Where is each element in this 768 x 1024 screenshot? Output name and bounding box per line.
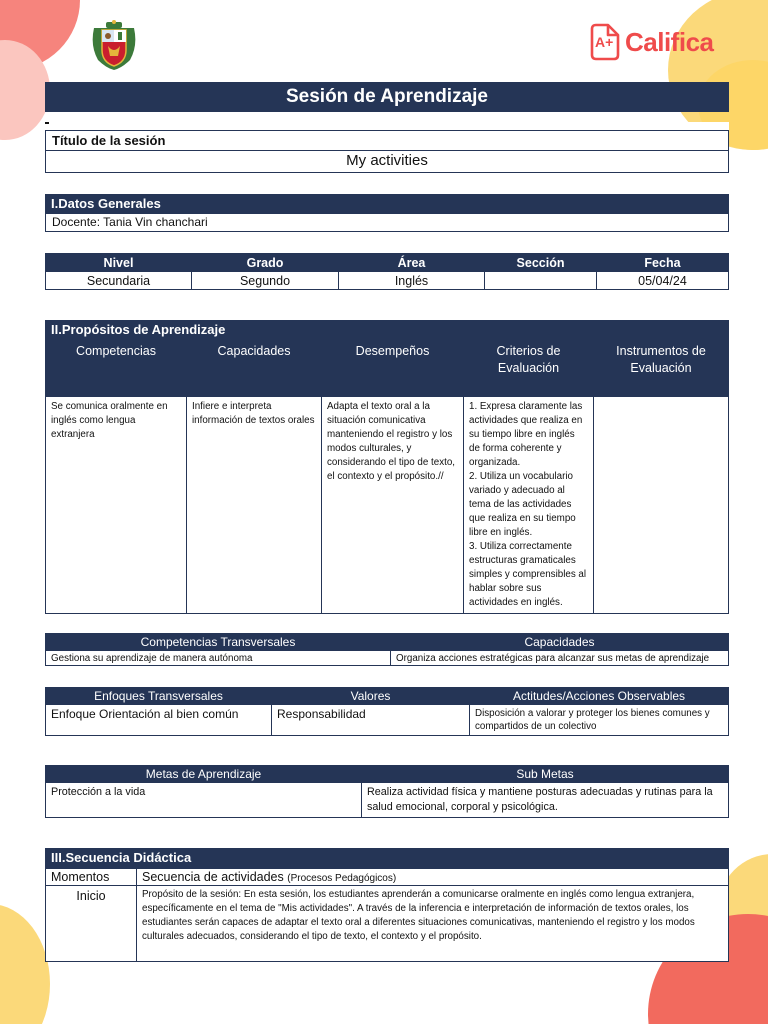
purposes-section [45, 320, 729, 614]
col-actitudes: Actitudes/Acciones Observables [470, 688, 729, 705]
col-competencias: Competencias [46, 341, 187, 397]
session-value: My activities [45, 151, 729, 173]
area-value: Inglés [339, 272, 485, 290]
valor-value: Responsabilidad [272, 705, 470, 736]
col-secuencia [137, 869, 729, 886]
purposes-heading: II.Propósitos de Aprendizaje [45, 320, 729, 340]
col-enfoques: Enfoques Transversales [46, 688, 272, 705]
general-table [45, 253, 729, 290]
moment-inicio: Inicio [46, 886, 137, 962]
general-data-section [45, 194, 729, 232]
page-title: Sesión de Aprendizaje [45, 82, 729, 112]
col-sub-metas: Sub Metas [362, 766, 729, 783]
brand-name: Califica [625, 26, 714, 57]
sequence-heading: III.Secuencia Didáctica [45, 848, 729, 868]
fecha-value: 05/04/24 [597, 272, 729, 290]
brand-icon-text: A+ [595, 34, 614, 50]
seccion-value [485, 272, 597, 290]
col-capacidades-transversales: Capacidades [391, 634, 729, 651]
desempeno-cell: Adapta el texto oral a la situación comunicativa manteniendo el registro y los modos culturales, y considerando el tipo de texto, el contexto y el propósito.// [322, 397, 464, 614]
col-seccion: Sección [485, 254, 597, 272]
instrumentos-cell [594, 397, 729, 614]
col-valores: Valores [272, 688, 470, 705]
sequence-section [45, 848, 729, 962]
competencia-cell: Se comunica oralmente en inglés como lengua extranjera [46, 397, 187, 614]
inicio-text: Propósito de la sesión: En esta sesión, los estudiantes aprenderán a comunicarse oralmente en inglés como lengua extranjera, específicamente en el tema de "Mis actividades". A través de la inferencia e interpretación de información de textos orales, los estudiantes serán capaces de adaptar el texto oral a diferentes situaciones comunicativas, manteniendo el registro y los modos culturales adecuados, considerando el tipo de texto, el contexto y el propósito. [137, 886, 729, 962]
transversal-competencia-value: Gestiona su aprendizaje de manera autónoma [46, 651, 391, 666]
meta-value: Protección a la vida [46, 783, 362, 818]
col-momentos: Momentos [46, 869, 137, 886]
col-secuencia-note: (Procesos Pedagógicos) [287, 873, 397, 884]
col-desempenos: Desempeños [322, 341, 464, 397]
session-label: Título de la sesión [45, 130, 729, 151]
criterios-cell: 1. Expresa claramente las actividades que realiza en su tiempo libre en inglés de forma coherente y organizada. 2. Utiliza un vocabulario variado y adecuado al tema de las actividades que realiza en su tiempo libre en inglés. 3. Utiliza correctamente estructuras gramaticales simples y comprensibles al hablar sobre sus actividades en inglés. [464, 397, 594, 614]
actitud-value: Disposición a valorar y proteger los bienes comunes y compartidos de un colectivo [470, 705, 729, 736]
goals-table [45, 765, 729, 818]
col-nivel: Nivel [46, 254, 192, 272]
coat-of-arms-icon [88, 18, 140, 74]
teacher-line: Docente: Tania Vin chanchari [45, 214, 729, 232]
brand-logo [588, 20, 728, 64]
enfoque-value: Enfoque Orientación al bien común [46, 705, 272, 736]
col-fecha: Fecha [597, 254, 729, 272]
col-instrumentos: Instrumentos de Evaluación [594, 341, 729, 397]
col-capacidades: Capacidades [187, 341, 322, 397]
marker [45, 122, 49, 124]
sub-meta-value: Realiza actividad física y mantiene posturas adecuadas y rutinas para la salud emocional, corporal y psicológica. [362, 783, 729, 818]
nivel-value: Secundaria [46, 272, 192, 290]
col-secuencia-label: Secuencia de actividades [142, 870, 284, 884]
transversal-table [45, 633, 729, 666]
col-area: Área [339, 254, 485, 272]
transversal-capacidad-value: Organiza acciones estratégicas para alcanzar sus metas de aprendizaje [391, 651, 729, 666]
approaches-table [45, 687, 729, 736]
general-heading: I.Datos Generales [45, 194, 729, 214]
decor-bottom-left-blob [0, 904, 50, 1024]
col-metas: Metas de Aprendizaje [46, 766, 362, 783]
col-criterios: Criterios de Evaluación [464, 341, 594, 397]
col-competencias-transversales: Competencias Transversales [46, 634, 391, 651]
grado-value: Segundo [192, 272, 339, 290]
col-grado: Grado [192, 254, 339, 272]
session-title-block [45, 122, 729, 173]
capacidad-cell: Infiere e interpreta información de textos orales [187, 397, 322, 614]
